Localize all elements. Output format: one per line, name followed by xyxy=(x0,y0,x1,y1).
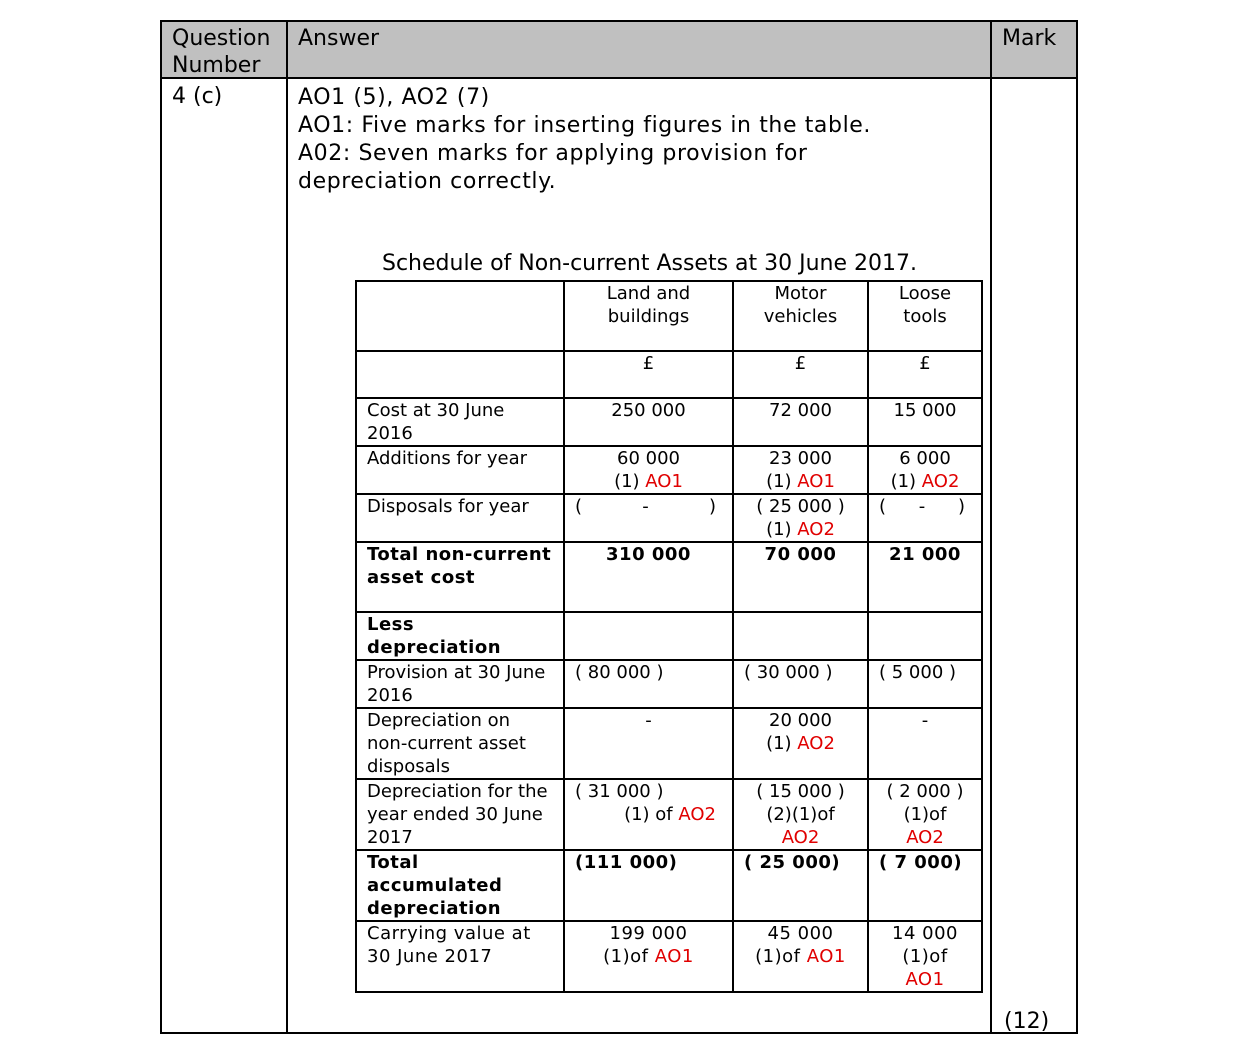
assessment-objective: AO2 xyxy=(678,804,716,825)
cell-value: 23 000 xyxy=(769,448,832,469)
mark-note: (1)of xyxy=(903,804,947,825)
mark-header: Mark xyxy=(1002,26,1057,51)
close-bracket: ) xyxy=(957,496,965,517)
row-label: Total non-current asset cost xyxy=(356,542,564,612)
cell-value: 70 000 xyxy=(733,542,868,612)
cell-value: 15 000 xyxy=(868,398,982,446)
currency-symbol: £ xyxy=(564,351,733,398)
table-row xyxy=(356,494,982,542)
row-label: Disposals for year xyxy=(356,494,564,542)
mark-note: (1) of xyxy=(624,804,679,825)
currency-symbol: £ xyxy=(868,351,982,398)
assessment-objective: AO2 xyxy=(906,827,944,848)
row-label: Provision at 30 June 2016 xyxy=(356,660,564,708)
row-label: Depreciation on non-current asset disposals xyxy=(356,708,564,779)
assessment-objective: AO1 xyxy=(645,471,683,492)
cell-value: 72 000 xyxy=(733,398,868,446)
cell-value: 45 000 xyxy=(767,923,834,944)
intro-line: AO1: Five marks for inserting figures in the table. xyxy=(298,113,872,138)
table-row xyxy=(356,446,982,494)
cell-value: 20 000 xyxy=(769,710,832,731)
column-header: Loose tools xyxy=(868,281,982,351)
column-divider xyxy=(990,22,992,1032)
mark-scheme-table xyxy=(160,20,1078,1034)
cell-value: 6 000 xyxy=(899,448,951,469)
mark-note: (1)of xyxy=(603,946,655,967)
assessment-objective: AO1 xyxy=(806,946,846,967)
nil-dash: - xyxy=(918,496,926,517)
column-divider xyxy=(286,22,288,1032)
table-row xyxy=(356,281,982,351)
question-number-header: Question Number xyxy=(172,26,271,78)
assessment-objective: AO2 xyxy=(797,519,835,540)
table-row xyxy=(356,921,982,992)
assessment-objective: AO1 xyxy=(797,471,835,492)
row-label: Cost at 30 June 2016 xyxy=(356,398,564,446)
cell-value: ( 30 000 ) xyxy=(733,660,868,708)
answer-header: Answer xyxy=(298,26,380,51)
assessment-objective: AO2 xyxy=(797,733,835,754)
cell-value: - xyxy=(868,708,982,779)
mark-note: (1)of xyxy=(902,946,948,967)
cell-value: ( 25 000 ) xyxy=(756,496,845,517)
row-label: Carrying value at 30 June 2017 xyxy=(356,921,564,992)
nil-dash: - xyxy=(642,496,649,517)
mark-note: (1) xyxy=(766,733,798,754)
mark-note: (1) xyxy=(890,471,922,492)
cell-value: ( 15 000 ) xyxy=(756,781,845,802)
cell-value: 199 000 xyxy=(609,923,688,944)
table-row xyxy=(356,612,982,660)
intro-line: AO1 (5), AO2 (7) xyxy=(298,85,490,110)
row-label: Less depreciation xyxy=(356,612,564,660)
answer-intro xyxy=(298,84,898,196)
currency-symbol: £ xyxy=(733,351,868,398)
table-row xyxy=(356,542,982,612)
row-label: Additions for year xyxy=(356,446,564,494)
cell-value: 14 000 xyxy=(892,923,958,944)
cell-value: (111 000) xyxy=(564,850,733,921)
open-bracket: ( xyxy=(879,496,887,517)
table-row xyxy=(356,850,982,921)
cell-value: ( 2 000 ) xyxy=(886,781,964,802)
mark-note: (1) xyxy=(766,519,798,540)
column-header: Land and buildings xyxy=(564,281,733,351)
mark-note: (2)(1)of xyxy=(766,804,835,825)
mark-note: (1) xyxy=(766,471,798,492)
table-row xyxy=(356,398,982,446)
table-row xyxy=(356,708,982,779)
schedule-table xyxy=(355,280,983,993)
table-row xyxy=(356,351,982,398)
cell-value: 60 000 xyxy=(617,448,680,469)
cell-value: ( 7 000) xyxy=(868,850,982,921)
row-label: Depreciation for the year ended 30 June 2017 xyxy=(356,779,564,850)
open-bracket: ( xyxy=(575,496,583,517)
table-row xyxy=(356,660,982,708)
cell-value: 310 000 xyxy=(564,542,733,612)
cell-value: 250 000 xyxy=(564,398,733,446)
schedule-title: Schedule of Non-current Assets at 30 June 2017. xyxy=(382,251,918,276)
cell-value: 21 000 xyxy=(868,542,982,612)
mark-note: (1)of xyxy=(755,946,807,967)
total-mark: (12) xyxy=(1004,1009,1050,1034)
assessment-objective: AO2 xyxy=(921,471,960,492)
cell-value: - xyxy=(564,708,733,779)
cell-value: ( 5 000 ) xyxy=(868,660,982,708)
close-bracket: ) xyxy=(708,496,716,517)
intro-line: A02: Seven marks for applying provision for depreciation correctly. xyxy=(298,141,808,194)
cell-value: ( 31 000 ) xyxy=(575,781,664,802)
question-number: 4 (c) xyxy=(172,84,223,109)
assessment-objective: AO2 xyxy=(781,827,820,848)
assessment-objective: AO1 xyxy=(905,969,945,990)
column-header: Motor vehicles xyxy=(733,281,868,351)
row-label: Total accumulated depreciation xyxy=(356,850,564,921)
table-row xyxy=(356,779,982,850)
assessment-objective: AO1 xyxy=(654,946,694,967)
cell-value: ( 25 000) xyxy=(733,850,868,921)
mark-note: (1) xyxy=(614,471,646,492)
cell-value: ( 80 000 ) xyxy=(564,660,733,708)
